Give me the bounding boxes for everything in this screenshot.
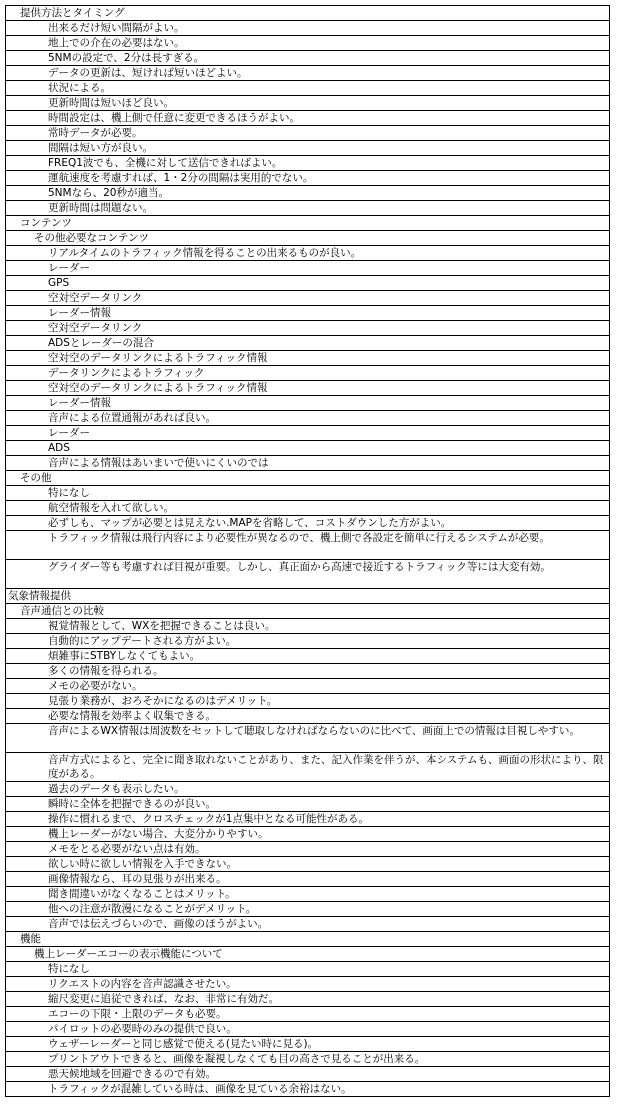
comment-cell: 必ずしも、マップが必要とは見えない.MAPを省略して、コストダウンした方がよい。	[6, 516, 610, 531]
comment-cell: 音声方式によると、完全に聞き取れないことがあり、また、記入作業を伴うが、本システムも、画面の形状により、限度がある。	[6, 753, 610, 782]
table-row	[6, 246, 610, 261]
table-row	[6, 126, 610, 141]
table-row	[6, 201, 610, 216]
comment-cell: GPS	[6, 276, 610, 291]
comment-cell: レーダー情報	[6, 396, 610, 411]
comment-cell: 悪天候地域を回避できるので有効。	[6, 1067, 610, 1082]
comment-cell: 操作に慣れるまで、クロスチェックが1点集中となる可能性がある。	[6, 812, 610, 827]
table-row	[6, 1007, 610, 1022]
comment-cell: 視覚情報として、WXを把握できることは良い。	[6, 619, 610, 634]
table-row	[6, 1082, 610, 1097]
comment-cell: 音声によるWX情報は周波数をセットして聴取しなければならないのに比べて、画面上での情報は目視しやすい。	[6, 724, 610, 753]
table-row	[6, 709, 610, 724]
comment-cell: 空対空のデータリンクによるトラフィック情報	[6, 381, 610, 396]
table-row	[6, 306, 610, 321]
table-row	[6, 441, 610, 456]
section-heading-cell: 機上レーダーエコーの表示機能について	[6, 947, 610, 962]
table-row	[6, 1037, 610, 1052]
table-row	[6, 321, 610, 336]
comment-cell: 機上レーダーがない場合、大変分かりやすい。	[6, 827, 610, 842]
section-heading-cell: その他必要なコンテンツ	[6, 231, 610, 246]
comment-cell: ADSとレーダーの混合	[6, 336, 610, 351]
comment-cell: 瞬時に全体を把握できるのが良い。	[6, 797, 610, 812]
table-row	[6, 156, 610, 171]
comment-cell: 状況による。	[6, 81, 610, 96]
comment-cell: データの更新は、短ければ短いほどよい。	[6, 66, 610, 81]
table-row	[6, 947, 610, 962]
comment-cell: FREQ1波でも、全機に対して送信できればよい。	[6, 156, 610, 171]
comment-cell: 音声による位置通報があれば良い。	[6, 411, 610, 426]
comment-cell: パイロットの必要時のみの提供で良い。	[6, 1022, 610, 1037]
comment-cell: グライダー等も考慮すれば目視が重要。しかし、真正面から高速で接近するトラフィック等には大変有効。	[6, 560, 610, 589]
table-row	[6, 111, 610, 126]
table-row	[6, 902, 610, 917]
table-row	[6, 753, 610, 782]
table-row	[6, 664, 610, 679]
table-row	[6, 276, 610, 291]
table-row	[6, 216, 610, 231]
table-row	[6, 471, 610, 486]
table-row	[6, 456, 610, 471]
table-row	[6, 977, 610, 992]
table-row	[6, 366, 610, 381]
comment-cell: 出来るだけ短い間隔がよい。	[6, 21, 610, 36]
comment-cell: レーダー	[6, 426, 610, 441]
table-row	[6, 411, 610, 426]
table-row	[6, 81, 610, 96]
table-row	[6, 531, 610, 560]
comment-cell: 常時データが必要。	[6, 126, 610, 141]
table-row	[6, 1067, 610, 1082]
table-row	[6, 381, 610, 396]
comment-cell: リアルタイムのトラフィック情報を得ることの出来るものが良い。	[6, 246, 610, 261]
comment-cell: 他への注意が散漫になることがデメリット。	[6, 902, 610, 917]
table-row	[6, 872, 610, 887]
table-row	[6, 857, 610, 872]
table-row	[6, 171, 610, 186]
comment-cell: データリンクによるトラフィック	[6, 366, 610, 381]
table-row	[6, 827, 610, 842]
table-row	[6, 426, 610, 441]
comment-cell: 自動的にアップデートされる方がよい。	[6, 634, 610, 649]
table-row	[6, 186, 610, 201]
comment-cell: リクエストの内容を音声認識させたい。	[6, 977, 610, 992]
comment-cell: メモの必要がない。	[6, 679, 610, 694]
comment-cell: 縮尺変更に追従できれば、なお、非常に有効だ。	[6, 992, 610, 1007]
comment-cell: トラフィック情報は飛行内容により必要性が異なるので、機上側で各設定を簡単に行えるシステムが必要。	[6, 531, 610, 560]
section-heading-cell: その他	[6, 471, 610, 486]
table-row	[6, 649, 610, 664]
section-heading-cell: コンテンツ	[6, 216, 610, 231]
comment-cell: 音声では伝えづらいので、画像のほうがよい。	[6, 917, 610, 932]
table-row	[6, 842, 610, 857]
table-row	[6, 604, 610, 619]
comment-cell: 音声による情報はあいまいで使いにくいのでは	[6, 456, 610, 471]
table-row	[6, 141, 610, 156]
section-heading-cell: 機能	[6, 932, 610, 947]
survey-comments-table	[5, 5, 610, 1097]
table-row	[6, 932, 610, 947]
comment-cell: 5NMなら、20秒が適当。	[6, 186, 610, 201]
table-row	[6, 1052, 610, 1067]
comment-cell: ウェザーレーダーと同じ感覚で使える(見たい時に見る)。	[6, 1037, 610, 1052]
comment-cell: レーダー	[6, 261, 610, 276]
section-heading-cell: 音声通信との比較	[6, 604, 610, 619]
table-row	[6, 231, 610, 246]
comment-cell: 特になし	[6, 962, 610, 977]
comment-cell: 多くの情報を得られる。	[6, 664, 610, 679]
comment-cell: 見張り業務が、おろそかになるのはデメリット。	[6, 694, 610, 709]
table-row	[6, 336, 610, 351]
comment-cell: 聞き間違いがなくなることはメリット。	[6, 887, 610, 902]
table-row	[6, 51, 610, 66]
table-row	[6, 619, 610, 634]
comment-cell: 空対空のデータリンクによるトラフィック情報	[6, 351, 610, 366]
comment-cell: プリントアウトできると、画像を凝視しなくても目の高さで見ることが出来る。	[6, 1052, 610, 1067]
comment-cell: 画像情報なら、耳の見張りが出来る。	[6, 872, 610, 887]
table-row	[6, 782, 610, 797]
comment-cell: 必要な情報を効率よく収集できる。	[6, 709, 610, 724]
table-row	[6, 501, 610, 516]
table-row	[6, 36, 610, 51]
table-row	[6, 516, 610, 531]
comment-cell: 地上での介在の必要はない。	[6, 36, 610, 51]
table-row	[6, 917, 610, 932]
table-row	[6, 724, 610, 753]
table-row	[6, 486, 610, 501]
comment-cell: 間隔は短い方が良い。	[6, 141, 610, 156]
table-row	[6, 679, 610, 694]
table-row	[6, 812, 610, 827]
table-row	[6, 6, 610, 21]
comment-cell: 航空情報を入れて欲しい。	[6, 501, 610, 516]
comment-cell: 運航速度を考慮すれば、1・2分の間隔は実用的でない。	[6, 171, 610, 186]
table-row	[6, 396, 610, 411]
table-row	[6, 887, 610, 902]
table-row	[6, 560, 610, 589]
section-heading-cell: 気象情報提供	[6, 589, 610, 604]
table-body	[6, 6, 610, 1097]
comment-cell: 空対空データリンク	[6, 321, 610, 336]
comment-cell: メモをとる必要がない点は有効。	[6, 842, 610, 857]
table-row	[6, 694, 610, 709]
comment-cell: ADS	[6, 441, 610, 456]
table-row	[6, 992, 610, 1007]
comment-cell: 更新時間は短いほど良い。	[6, 96, 610, 111]
comment-cell: 空対空データリンク	[6, 291, 610, 306]
table-row	[6, 589, 610, 604]
table-row	[6, 66, 610, 81]
section-heading-cell: 提供方法とタイミング	[6, 6, 610, 21]
comment-cell: 時間設定は、機上側で任意に変更できるほうがよい。	[6, 111, 610, 126]
comment-cell: 特になし	[6, 486, 610, 501]
table-row	[6, 291, 610, 306]
table-row	[6, 21, 610, 36]
table-row	[6, 1022, 610, 1037]
table-row	[6, 261, 610, 276]
table-row	[6, 797, 610, 812]
comment-cell: 欲しい時に欲しい情報を入手できない。	[6, 857, 610, 872]
comment-cell: エコーの下限・上限のデータも必要。	[6, 1007, 610, 1022]
comment-cell: 5NMの設定で、2分は長すぎる。	[6, 51, 610, 66]
comment-cell: 煩雑事にSTBYしなくてもよい。	[6, 649, 610, 664]
table-row	[6, 96, 610, 111]
table-row	[6, 634, 610, 649]
table-row	[6, 351, 610, 366]
comment-cell: レーダー情報	[6, 306, 610, 321]
comment-cell: トラフィックが混雑している時は、画像を見ている余裕はない。	[6, 1082, 610, 1097]
table-row	[6, 962, 610, 977]
comment-cell: 更新時間は問題ない。	[6, 201, 610, 216]
comment-cell: 過去のデータも表示したい。	[6, 782, 610, 797]
